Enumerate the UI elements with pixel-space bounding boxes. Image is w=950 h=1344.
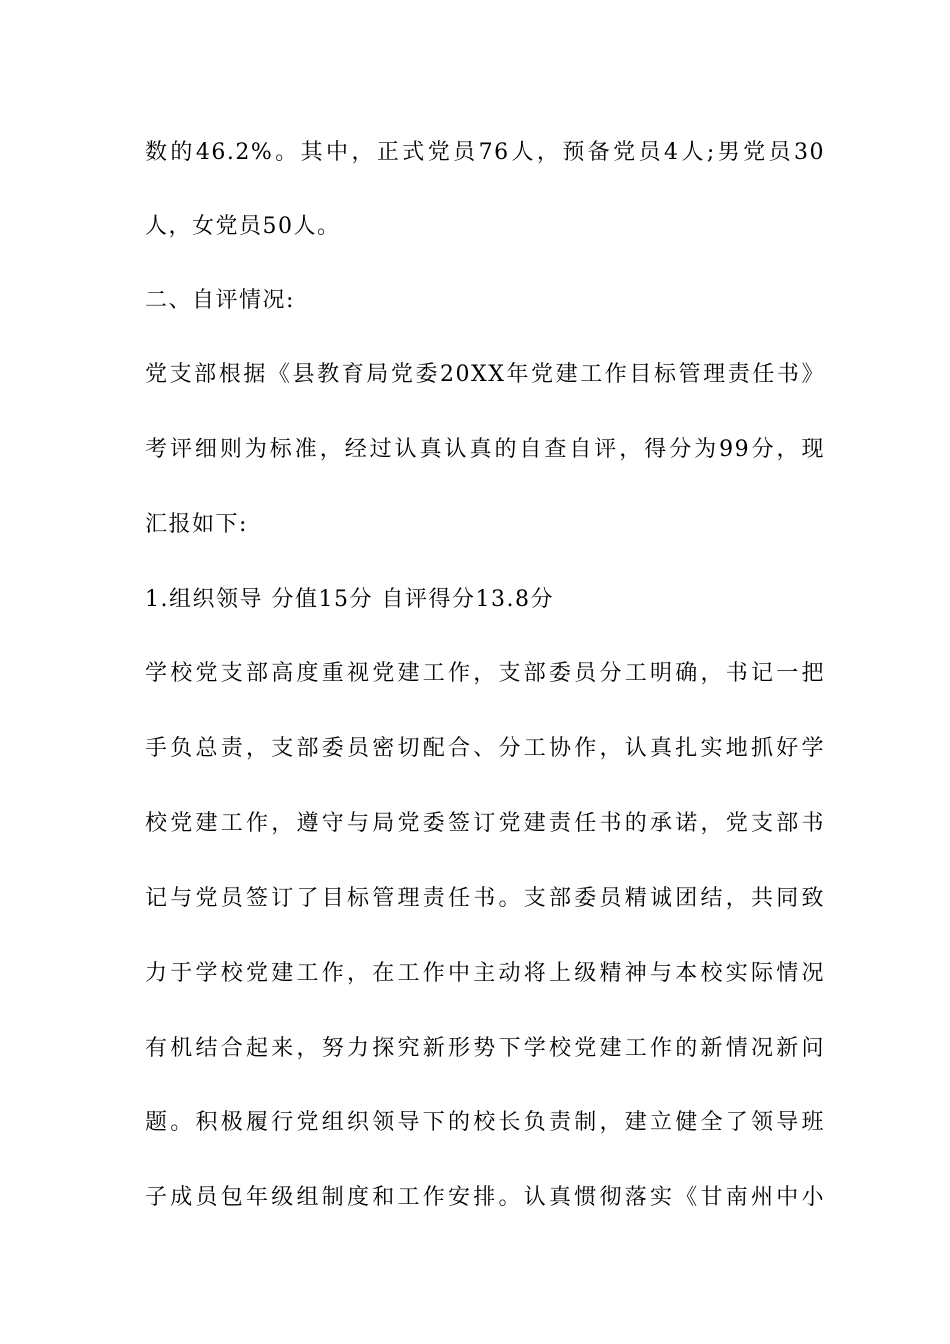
subsection-heading: 1.组织领导 分值15分 自评得分13.8分 xyxy=(145,587,554,612)
text-line: 人，女党员50人。 xyxy=(145,214,341,239)
text-line: 考评细则为标准，经过认真认真的自查自评，得分为99分，现 xyxy=(145,437,825,462)
text-line: 数的46.2%。其中，正式党员76人，预备党员4人;男党员30 xyxy=(145,140,825,165)
text-line: 校党建工作，遵守与局党委签订党建责任书的承诺，党支部书 xyxy=(145,811,825,836)
section-heading: 二、自评情况: xyxy=(145,288,295,313)
text-line: 学校党支部高度重视党建工作，支部委员分工明确，书记一把 xyxy=(145,661,825,686)
text-line: 题。积极履行党组织领导下的校长负责制，建立健全了领导班 xyxy=(145,1110,825,1135)
text-line: 力于学校党建工作，在工作中主动将上级精神与本校实际情况 xyxy=(145,961,825,986)
text-line: 有机结合起来，努力探究新形势下学校党建工作的新情况新问 xyxy=(145,1036,825,1061)
text-line: 记与党员签订了目标管理责任书。支部委员精诚团结，共同致 xyxy=(145,886,825,911)
text-line: 汇报如下: xyxy=(145,512,248,537)
text-line: 党支部根据《县教育局党委20XX年党建工作目标管理责任书》 xyxy=(145,362,825,387)
text-line: 子成员包年级组制度和工作安排。认真惯彻落实《甘南州中小 xyxy=(145,1185,825,1210)
text-line: 手负总责，支部委员密切配合、分工协作，认真扎实地抓好学 xyxy=(145,736,825,761)
